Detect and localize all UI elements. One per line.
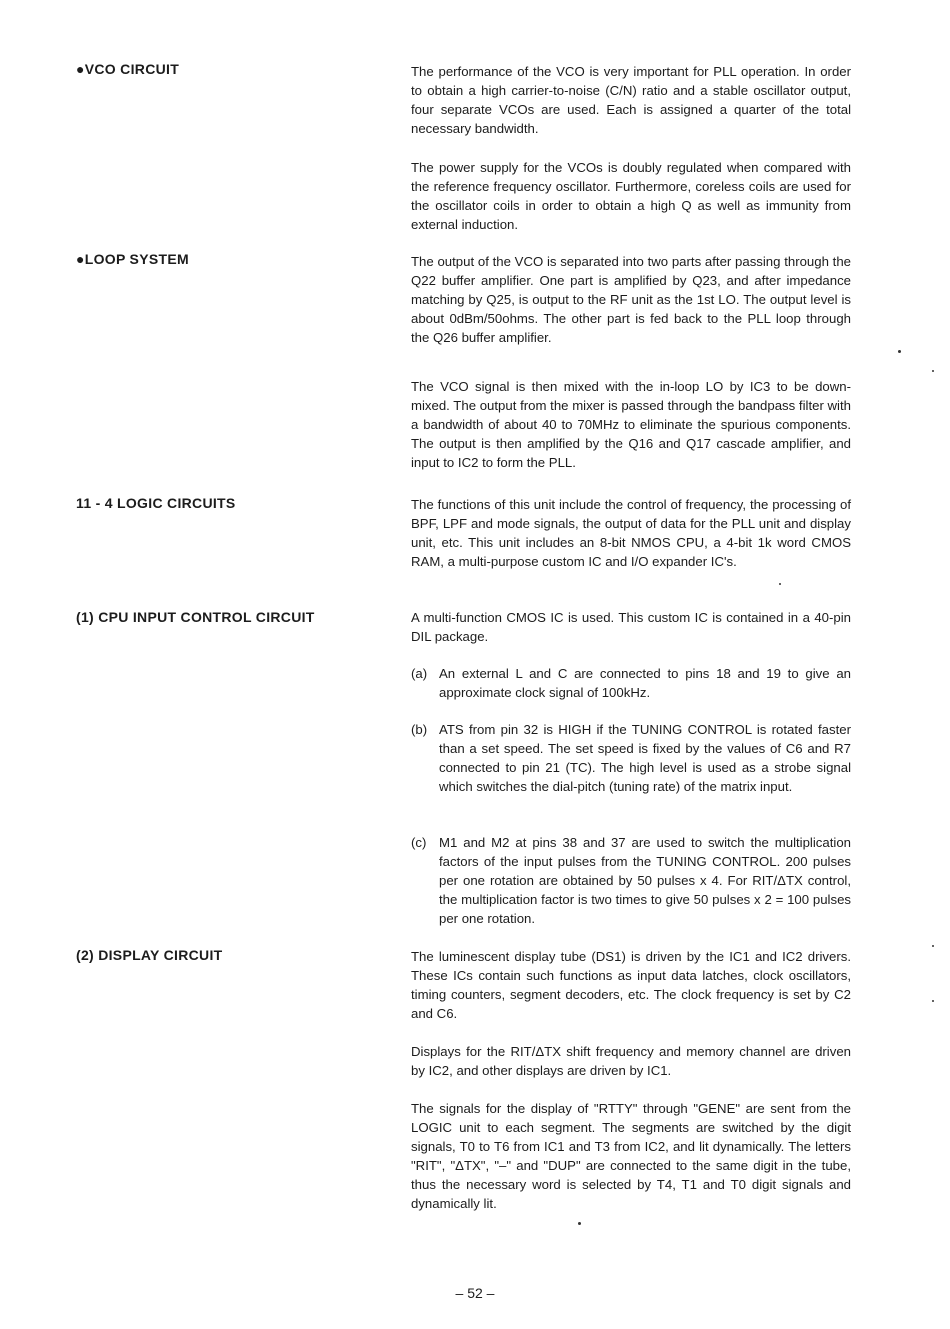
list-item-text: M1 and M2 at pins 38 and 37 are used to switch the multiplication factors of the input pulses from the TUNING CONTROL. 200 pulses per one rotation are obtained by 50 pulses x 4. For RIT/ΔTX control, the multiplication factor is two times to give 50 pulses x 2 = 100 pulses per one rotation. (439, 835, 851, 926)
paragraph: The power supply for the VCOs is doubly regulated when compared with the reference frequency oscillator. Furthermore, coreless coils are used for the oscillator coils in order to obtain a high Q as well as immunity from external induction. (411, 160, 851, 232)
paragraph: The luminescent display tube (DS1) is driven by the IC1 and IC2 drivers. These ICs contain such functions as input data latches, clock oscillators, timing counters, segment decoders, etc. The clock frequency is set by C2 and C6. (411, 949, 851, 1021)
paragraph: The functions of this unit include the control of frequency, the processing of BPF, LPF and mode signals, the output of data for the PLL unit and display unit, etc. This unit includes an 8-bit NMOS CPU, a 4-bit 1k word CMOS RAM, a multi-purpose custom IC and I/O expander IC's. (411, 497, 851, 569)
list-item-label: (b) (411, 722, 428, 737)
paragraph: A multi-function CMOS IC is used. This custom IC is contained in a 40-pin DIL package. (411, 610, 851, 644)
list-item-text: ATS from pin 32 is HIGH if the TUNING CONTROL is rotated faster than a set speed. The set speed is fixed by the values of C6 and R7 connected to pin 21 (TC). The high level is used as a strobe signal which switches the dial-pitch (tuning rate) of the matrix input. (439, 722, 851, 794)
paragraph: The output of the VCO is separated into two parts after passing through the Q22 buffer amplifier. One part is amplified by Q23, and after impedance matching by Q25, is output to the RF unit as the 1st LO. The output level is about 0dBm/50ohms. The other part is fed back to the PLL loop through the Q26 buffer amplifier. (411, 254, 851, 345)
section-heading-loop-system: ●LOOP SYSTEM (76, 251, 189, 267)
scan-speck (898, 350, 901, 353)
scan-speck (779, 583, 781, 585)
paragraph: The signals for the display of "RTTY" through "GENE" are sent from the LOGIC unit to each segment. The segments are switched by the digit signals, T0 to T6 from IC1 and T3 from IC2, and lit dynamically. The letters "RIT", "ΔTX", "–" and "DUP" are connected to the same digit in the tube, thus the necessary word is selected by T4, T1 and T0 digit signals and dynamically lit. (411, 1101, 851, 1211)
list-item-label: (c) (411, 835, 427, 850)
list-item-label: (a) (411, 666, 428, 681)
section-heading-display-circuit: (2) DISPLAY CIRCUIT (76, 947, 223, 963)
section-heading-cpu-input-control: (1) CPU INPUT CONTROL CIRCUIT (76, 609, 315, 625)
scan-speck (578, 1222, 581, 1225)
list-item-text: An external L and C are connected to pins 18 and 19 to give an approximate clock signal of 100kHz. (439, 666, 851, 700)
scan-speck (932, 370, 934, 372)
section-heading-logic-circuits: 11 - 4 LOGIC CIRCUITS (76, 495, 236, 511)
section-heading-vco-circuit: ●VCO CIRCUIT (76, 61, 180, 77)
scan-speck (932, 945, 934, 947)
paragraph: The performance of the VCO is very important for PLL operation. In order to obtain a high carrier-to-noise (C/N) ratio and a stable oscillator output, four separate VCOs are used. Each is assigned a quarter of the total necessary bandwidth. (411, 64, 851, 136)
paragraph: The VCO signal is then mixed with the in-loop LO by IC3 to be down-mixed. The output from the mixer is passed through the bandpass filter with a bandwidth of about 40 to 70MHz to eliminate the spurious components. The output is then amplified by the Q16 and Q17 cascade amplifier, and input to IC2 to form the PLL. (411, 379, 851, 470)
scan-speck (932, 1000, 934, 1002)
page-number: – 52 – (455, 1285, 495, 1301)
paragraph: Displays for the RIT/ΔTX shift frequency and memory channel are driven by IC2, and other displays are driven by IC1. (411, 1044, 851, 1078)
